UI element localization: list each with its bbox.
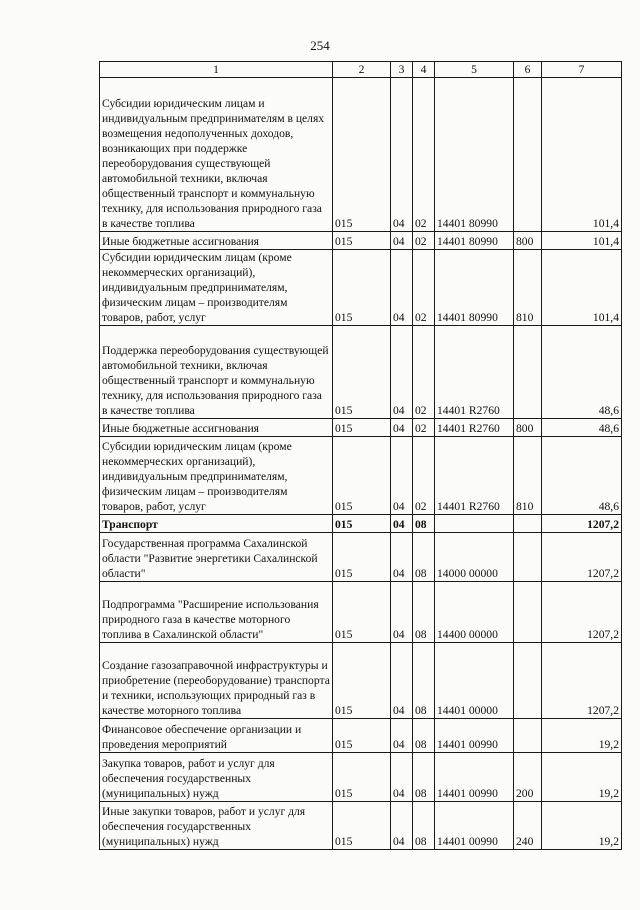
section-code-cell: 04 xyxy=(391,437,413,515)
subsection-code-cell: 08 xyxy=(413,643,435,719)
row-name-cell: Финансовое обеспечение организации и проведения мероприятий xyxy=(100,719,333,753)
subsection-code-cell: 02 xyxy=(413,326,435,419)
ministry-code-cell: 015 xyxy=(333,582,391,643)
subsection-code-cell: 08 xyxy=(413,719,435,753)
table-row xyxy=(100,719,622,753)
target-article-code-cell: 14000 00000 xyxy=(435,533,514,582)
expense-type-code-cell xyxy=(514,78,542,232)
row-name-cell: Создание газозаправочной инфраструктуры и приобретение (переоборудование) транспорта и техники, использующих природный газ в качестве моторного топлива xyxy=(100,643,333,719)
table-row xyxy=(100,582,622,643)
table-row xyxy=(100,753,622,802)
table-row xyxy=(100,802,622,850)
row-name-cell: Иные бюджетные ассигнования xyxy=(100,232,333,250)
target-article-code-cell: 14401 00990 xyxy=(435,719,514,753)
budget-table-body xyxy=(100,62,622,850)
expense-type-code-cell: 810 xyxy=(514,437,542,515)
target-article-code-cell: 14401 80990 xyxy=(435,232,514,250)
subsection-code-cell: 02 xyxy=(413,232,435,250)
header-cell-3: 3 xyxy=(391,62,413,78)
amount-cell: 19,2 xyxy=(542,753,622,802)
header-cell-1: 1 xyxy=(100,62,333,78)
header-cell-6: 6 xyxy=(514,62,542,78)
subsection-code-cell: 08 xyxy=(413,533,435,582)
table-row xyxy=(100,250,622,326)
target-article-code-cell: 14401 00000 xyxy=(435,643,514,719)
amount-cell: 19,2 xyxy=(542,802,622,850)
ministry-code-cell: 015 xyxy=(333,719,391,753)
target-article-code-cell: 14401 R2760 xyxy=(435,437,514,515)
row-name-cell: Субсидии юридическим лицам (кроме некоммерческих организаций), индивидуальным предпринимателям, физическим лицам – производителям товаров, работ, услуг xyxy=(100,437,333,515)
row-name-cell: Государственная программа Сахалинской области "Развитие энергетики Сахалинской области" xyxy=(100,533,333,582)
expense-type-code-cell xyxy=(514,326,542,419)
table-row xyxy=(100,643,622,719)
ministry-code-cell: 015 xyxy=(333,78,391,232)
subsection-code-cell: 02 xyxy=(413,250,435,326)
table-header-row xyxy=(100,62,622,78)
target-article-code-cell: 14401 R2760 xyxy=(435,326,514,419)
amount-cell: 48,6 xyxy=(542,326,622,419)
table-row xyxy=(100,533,622,582)
expense-type-code-cell: 800 xyxy=(514,232,542,250)
target-article-code-cell: 14401 R2760 xyxy=(435,419,514,437)
expense-type-code-cell: 200 xyxy=(514,753,542,802)
expense-type-code-cell: 240 xyxy=(514,802,542,850)
amount-cell: 1207,2 xyxy=(542,643,622,719)
subsection-code-cell: 08 xyxy=(413,802,435,850)
table-row xyxy=(100,326,622,419)
table-row xyxy=(100,232,622,250)
header-cell-7: 7 xyxy=(542,62,622,78)
row-name-cell: Закупка товаров, работ и услуг для обеспечения государственных (муниципальных) нужд xyxy=(100,753,333,802)
target-article-code-cell: 14401 80990 xyxy=(435,250,514,326)
subsection-code-cell: 08 xyxy=(413,582,435,643)
section-code-cell: 04 xyxy=(391,643,413,719)
subsection-code-cell: 02 xyxy=(413,437,435,515)
amount-cell: 1207,2 xyxy=(542,515,622,533)
amount-cell: 48,6 xyxy=(542,419,622,437)
expense-type-code-cell xyxy=(514,515,542,533)
amount-cell: 101,4 xyxy=(542,78,622,232)
section-code-cell: 04 xyxy=(391,533,413,582)
section-code-cell: 04 xyxy=(391,232,413,250)
ministry-code-cell: 015 xyxy=(333,643,391,719)
table-row xyxy=(100,419,622,437)
row-name-cell: Подпрограмма "Расширение использования природного газа в качестве моторного топлива в Сахалинской области" xyxy=(100,582,333,643)
header-cell-5: 5 xyxy=(435,62,514,78)
row-name-cell: Субсидии юридическим лицам (кроме некоммерческих организаций), индивидуальным предпринимателям, физическим лицам – производителям товаров, работ, услуг xyxy=(100,250,333,326)
target-article-code-cell: 14401 00990 xyxy=(435,753,514,802)
amount-cell: 19,2 xyxy=(542,719,622,753)
section-code-cell: 04 xyxy=(391,515,413,533)
amount-cell: 1207,2 xyxy=(542,533,622,582)
expense-type-code-cell xyxy=(514,533,542,582)
ministry-code-cell: 015 xyxy=(333,326,391,419)
ministry-code-cell: 015 xyxy=(333,419,391,437)
expense-type-code-cell xyxy=(514,582,542,643)
amount-cell: 1207,2 xyxy=(542,582,622,643)
section-code-cell: 04 xyxy=(391,753,413,802)
expense-type-code-cell: 800 xyxy=(514,419,542,437)
amount-cell: 101,4 xyxy=(542,250,622,326)
ministry-code-cell: 015 xyxy=(333,753,391,802)
target-article-code-cell: 14401 80990 xyxy=(435,78,514,232)
target-article-code-cell: 14400 00000 xyxy=(435,582,514,643)
subsection-code-cell: 02 xyxy=(413,78,435,232)
expense-type-code-cell xyxy=(514,643,542,719)
row-name-cell: Поддержка переоборудования существующей автомобильной техники, включая общественный транспорт и коммунальную технику, для использования природного газа в качестве топлива xyxy=(100,326,333,419)
budget-table xyxy=(99,61,622,850)
section-code-cell: 04 xyxy=(391,78,413,232)
page-number: 254 xyxy=(310,38,330,53)
target-article-code-cell xyxy=(435,515,514,533)
expense-type-code-cell xyxy=(514,719,542,753)
row-name-cell: Иные закупки товаров, работ и услуг для обеспечения государственных (муниципальных) нужд xyxy=(100,802,333,850)
ministry-code-cell: 015 xyxy=(333,232,391,250)
amount-cell: 101,4 xyxy=(542,232,622,250)
section-code-cell: 04 xyxy=(391,419,413,437)
ministry-code-cell: 015 xyxy=(333,250,391,326)
table-row xyxy=(100,78,622,232)
subsection-code-cell: 08 xyxy=(413,753,435,802)
header-cell-2: 2 xyxy=(333,62,391,78)
table-row xyxy=(100,437,622,515)
ministry-code-cell: 015 xyxy=(333,437,391,515)
header-cell-4: 4 xyxy=(413,62,435,78)
subsection-code-cell: 08 xyxy=(413,515,435,533)
row-name-cell: Иные бюджетные ассигнования xyxy=(100,419,333,437)
table-row xyxy=(100,515,622,533)
section-code-cell: 04 xyxy=(391,582,413,643)
section-code-cell: 04 xyxy=(391,719,413,753)
expense-type-code-cell: 810 xyxy=(514,250,542,326)
target-article-code-cell: 14401 00990 xyxy=(435,802,514,850)
amount-cell: 48,6 xyxy=(542,437,622,515)
ministry-code-cell: 015 xyxy=(333,802,391,850)
section-code-cell: 04 xyxy=(391,326,413,419)
section-code-cell: 04 xyxy=(391,802,413,850)
section-code-cell: 04 xyxy=(391,250,413,326)
row-name-cell: Субсидии юридическим лицам и индивидуальным предпринимателям в целях возмещения недополученных доходов, возникающих при поддержке переоборудования существующей автомобильной техники, включая общественный транспорт и коммунальную технику, для использования природного газа в качестве топлива xyxy=(100,78,333,232)
ministry-code-cell: 015 xyxy=(333,533,391,582)
row-name-cell: Транспорт xyxy=(100,515,333,533)
ministry-code-cell: 015 xyxy=(333,515,391,533)
subsection-code-cell: 02 xyxy=(413,419,435,437)
